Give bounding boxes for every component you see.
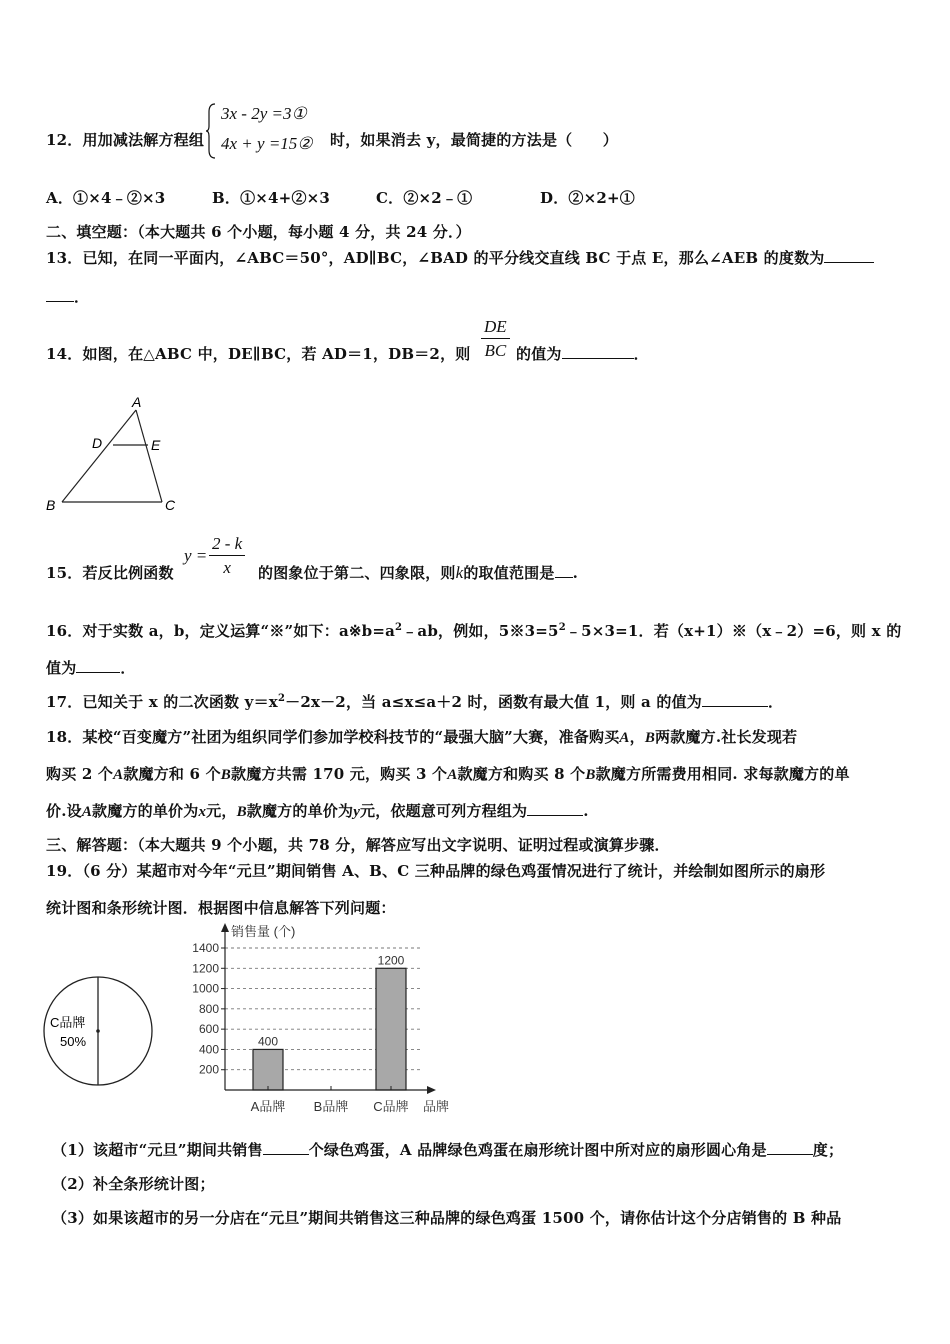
q16-answer-blank [76, 658, 120, 673]
y-ticks [192, 941, 225, 1077]
system-brace [205, 102, 217, 160]
q15-k: k [455, 563, 464, 582]
q14-frac-den: BC [484, 341, 507, 360]
q19-sub1 [52, 1139, 843, 1160]
pie-center-dot [96, 1029, 100, 1033]
q16-sup1: 2 [395, 622, 403, 633]
q19-sub1-blank-1 [263, 1140, 309, 1155]
q16-text-line2: 值为 [46, 659, 77, 677]
q18-text-3b: 款魔方的单价为 [92, 802, 199, 820]
pie-chart [40, 975, 160, 1090]
y-tick-label-400: 400 [198, 1042, 219, 1057]
q12-eq1: 3x - 2y =3① [221, 104, 307, 123]
q13-line2 [46, 286, 89, 307]
q18-text-3e: 元，依题意可列方程组为 [360, 802, 528, 820]
q16-text-c: ﹣5×3=1．若（x+1）※（x﹣2）=6，则 x 的 [565, 622, 902, 640]
q14-end: ． [633, 345, 649, 363]
label-b: B [46, 497, 56, 513]
y-tick-label-200: 200 [198, 1062, 219, 1077]
q15-frac-num: 2 - k [212, 534, 243, 553]
label-c: C [165, 497, 176, 513]
x-tick-label-2: C品牌 [373, 1099, 409, 1114]
y-tick-label-1000: 1000 [192, 981, 219, 996]
q18-answer-blank [527, 801, 583, 816]
y-tick-label-600: 600 [198, 1022, 219, 1037]
q15-fraction [209, 534, 245, 578]
q19-sub1-text-a: （1）该超市“元旦”期间共销售 [52, 1141, 263, 1159]
q19-sub3: （3）如果该超市的另一分店在“元旦”期间共销售这三种品牌的绿色鸡蛋 1500 个，请你估计这个分店销售的 B 种品 [52, 1209, 842, 1227]
q19-sub2: （2）补全条形统计图； [52, 1175, 215, 1193]
q18-text-3c: 元， [206, 802, 237, 820]
q14-answer-blank [562, 344, 634, 359]
q14-frac-num: DE [484, 317, 507, 336]
bar-label-0: 400 [257, 1034, 279, 1049]
side-ac [136, 410, 162, 502]
bar-chart [185, 920, 470, 1120]
q16-sup2: 2 [558, 622, 566, 633]
x-tick-label-1: B品牌 [313, 1099, 349, 1114]
q18-var-b: B [644, 730, 656, 746]
q13-line1 [46, 247, 874, 268]
q17-end: ． [767, 693, 784, 711]
q12-suffix: 时，如果消去 y，最简捷的方法是（ ） [330, 131, 618, 149]
q19-line1: 19．（6 分）某超市对今年“元旦”期间销售 A、B、C 三种品牌的绿色鸡蛋情况进行了统计，并绘制如图所示的扇形 [46, 862, 826, 880]
x-axis-arrow [427, 1086, 436, 1094]
q12-option-b: B．①×4+②×3 [212, 189, 331, 207]
section-2-heading: 二、填空题：（本大题共 6 个小题，每小题 4 分，共 24 分．） [46, 223, 471, 241]
q18-text-2a: 购买 2 个 [46, 765, 114, 783]
label-a: A [132, 394, 142, 410]
q17-line [46, 691, 783, 712]
q12-option-c: C．②×2﹣① [376, 189, 473, 207]
q14-suffix: 的值为 [516, 345, 562, 363]
q17-answer-blank [702, 692, 768, 707]
y-axis-label: 销售量 (个) [231, 924, 296, 939]
q16-line2 [46, 657, 136, 678]
q15-suffix-line [258, 562, 578, 583]
q18-var-b: B [220, 767, 232, 783]
q15-prefix: 15．若反比例函数 [46, 564, 174, 582]
q18-var-x: x [198, 804, 207, 820]
q14-prefix: 14．如图，在△ABC 中，DE∥BC，若 AD＝1，DB＝2，则 [46, 345, 471, 363]
q15-frac-den: x [223, 558, 231, 577]
q13-text: 13．已知，在同一平面内，∠ABC＝50°，AD∥BC，∠BAD 的平分线交直线 BC 于点 E，那么∠AEB 的度数为 [46, 249, 825, 267]
q18-var-a: A [113, 767, 124, 783]
q19-sub1-blank-2 [767, 1140, 813, 1155]
q18-text-1a: 18．某校“百变魔方”社团为组织同学们参加学校科技节的“最强大脑”大赛，准备购买 [46, 728, 620, 746]
q19-sub1-text-c: 度； [812, 1141, 844, 1159]
q18-var-a: A [81, 804, 93, 820]
q17-sup: 2 [277, 693, 286, 704]
q13-answer-blank [824, 248, 874, 263]
y-tick-label-800: 800 [198, 1001, 219, 1016]
q18-var-a: A [447, 767, 458, 783]
q12-eq2: 4x + y =15② [221, 134, 313, 153]
q19-sub1-text-b: 个绿色鸡蛋，A 品牌绿色鸡蛋在扇形统计图中所对应的扇形圆心角是 [308, 1141, 767, 1159]
q15-suffix: 的取值范围是 [463, 564, 555, 582]
pie-label-c: C品牌 [50, 1015, 86, 1030]
triangle-figure [44, 392, 184, 517]
q13-answer-blank-cont [46, 287, 74, 302]
bar-2 [376, 968, 406, 1090]
q18-text-2d: 款魔方和购买 8 个 [457, 765, 586, 783]
y-tick-label-1200: 1200 [192, 961, 219, 976]
q19-line2: 统计图和条形统计图．根据图中信息解答下列问题： [46, 899, 396, 917]
label-e: E [151, 437, 161, 453]
bar-0 [253, 1049, 283, 1090]
q18-text-3a: 价.设 [46, 802, 82, 820]
q14-fraction [481, 317, 510, 361]
q12-prefix: 12．用加减法解方程组 [46, 131, 205, 149]
q18-var-a: A [619, 730, 630, 746]
q16-line1 [46, 620, 901, 641]
side-ab [62, 410, 136, 502]
x-tick-label-0: A品牌 [250, 1099, 286, 1114]
pie-label-pct: 50% [60, 1034, 87, 1049]
q18-line2 [46, 763, 850, 784]
q15-mid: 的图象位于第二、四象限，则 [258, 564, 456, 582]
y-axis-arrow [221, 923, 229, 932]
q16-end: ． [120, 659, 136, 677]
bar-label-2: 1200 [377, 953, 405, 968]
q18-end: . [583, 802, 589, 820]
q18-line3 [46, 800, 589, 821]
q18-line1 [46, 726, 797, 747]
q13-end: ． [74, 288, 90, 306]
q18-text-2c: 款魔方共需 170 元，购买 3 个 [231, 765, 448, 783]
q16-text-a: 16．对于实数 a，b，定义运算“※”如下：a※b=a [46, 622, 396, 640]
q17-text-a: 17．已知关于 x 的二次函数 y＝x [46, 693, 278, 711]
q15-answer-blank [555, 563, 573, 578]
q14-suffix-line [516, 343, 649, 364]
q15-y-eq: y = [184, 546, 208, 565]
q12-option-d: D．②×2+① [540, 189, 635, 207]
q16-text-b: ﹣ab，例如，5※3=5 [402, 622, 559, 640]
section-3-heading: 三、解答题：（本大题共 9 个小题，共 78 分，解答应写出文字说明、证明过程或演算步骤． [46, 836, 670, 854]
q18-text-1b: 两款魔方.社长发现若 [655, 728, 798, 746]
q18-var-b: B [585, 767, 596, 783]
q18-text-2b: 款魔方和 6 个 [123, 765, 221, 783]
label-d: D [92, 435, 103, 451]
q18-var-b: B [236, 804, 247, 820]
q18-text-3d: 款魔方的单价为 [246, 802, 354, 820]
q12-option-a: A．①×4﹣②×3 [46, 189, 166, 207]
y-tick-label-1400: 1400 [192, 941, 219, 955]
q18-text-2e: 款魔方所需费用相同. 求每款魔方的单 [595, 765, 850, 783]
x-axis-label: 品牌 [423, 1099, 450, 1114]
q17-text-b: －2x－2，当 a≤x≤a＋2 时，函数有最大值 1，则 a 的值为 [285, 693, 702, 711]
q18-comma: ， [629, 728, 645, 746]
q18-var-y: y [353, 804, 361, 820]
q15-end: . [572, 564, 578, 582]
